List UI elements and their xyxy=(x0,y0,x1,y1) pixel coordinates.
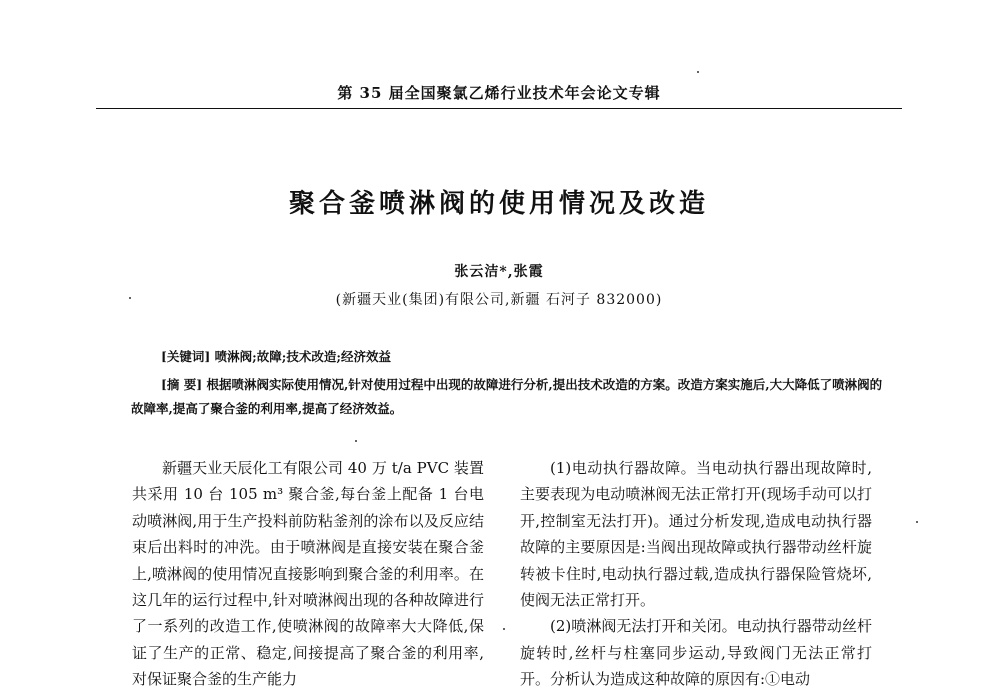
paper-title: 聚合釜喷淋阀的使用情况及改造 xyxy=(288,189,709,219)
scan-speck xyxy=(916,521,918,523)
body-left-column xyxy=(132,455,484,693)
body-paragraph: 新疆天业天辰化工有限公司 40 万 t/a PVC 装置共采用 10 台 105 m³ 聚合釜,每台釜上配备 1 台电动喷淋阀,用于生产投料前防粘釜剂的涂布以及反应结束后出料时的冲洗。由于喷淋阀是直接安装在聚合釜上,喷淋阀的使用情况直接影响到聚合釜的利用率。在这几年的运行过程中,针对喷淋阀出现的各种故障进行了一系列的改造工作,使喷淋阀的故障率大大降低,保证了生产的正常、稳定,间接提高了聚合釜的利用率,对保证聚合釜的生产能力 xyxy=(132,459,484,689)
scan-speck xyxy=(503,628,505,630)
header-rule xyxy=(96,108,902,109)
scan-speck xyxy=(697,71,699,73)
keywords: [关键词] 喷淋阀;故障;技术改造;经济效益 xyxy=(161,349,392,364)
paper-authors: 张云洁*,张霞 xyxy=(454,264,544,280)
scan-speck xyxy=(355,440,357,442)
abstract: [摘 要] 根据喷淋阀实际使用情况,针对使用过程中出现的故障进行分析,提出技术改造的方案。改造方案实施后,大大降低了喷淋阀的故障率,提高了聚合釜的利用率,提高了经济效益。 xyxy=(131,377,883,416)
paper-affiliation: (新疆天业(集团)有限公司,新疆 石河子 832000) xyxy=(335,292,663,308)
scan-speck xyxy=(129,297,131,299)
journal-header: 第 35 届全国聚氯乙烯行业技术年会论文专辑 xyxy=(337,84,661,102)
body-right-column xyxy=(520,455,872,693)
body-paragraph: (2)喷淋阀无法打开和关闭。电动执行器带动丝杆旋转时,丝杆与柱塞同步运动,导致阀门无法正常打开。分析认为造成这种故障的原因有:①电动 xyxy=(520,617,872,689)
body-paragraph: (1)电动执行器故障。当电动执行器出现故障时,主要表现为电动喷淋阀无法正常打开(现场手动可以打开,控制室无法打开)。通过分析发现,造成电动执行器故障的主要原因是:当阀出现故障或执行器带动丝杆旋转被卡住时,电动执行器过载,造成执行器保险管烧坏,使阀无法正常打开。 xyxy=(520,459,872,610)
